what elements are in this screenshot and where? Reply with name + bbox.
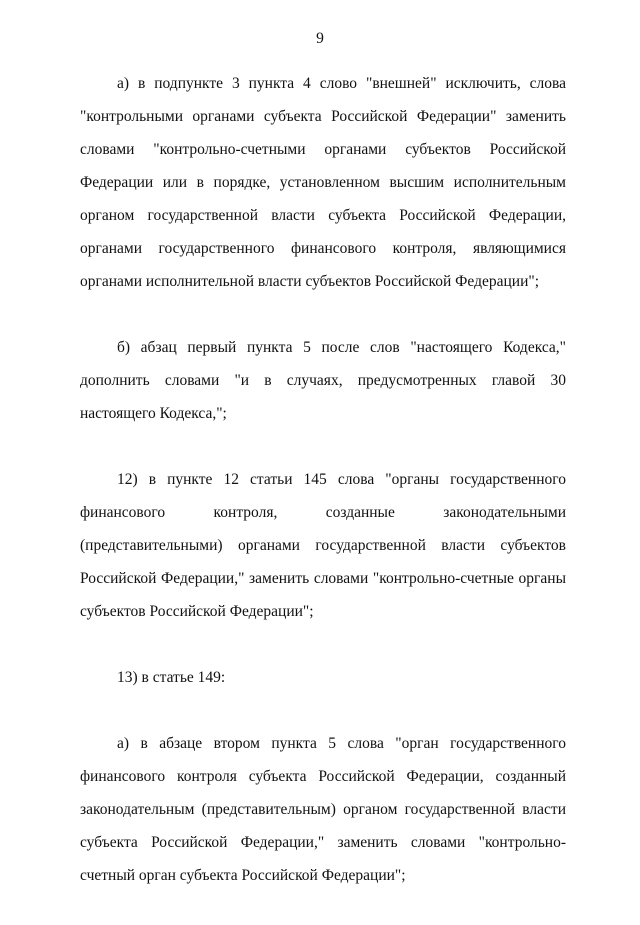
paragraph-a-article-clause-3: а) в подпункте 3 пункта 4 слово "внешней" исключить, слова "контрольными органами субъекта Российской Федерации" заменить словами "контрольно-счетными органами субъектов Российской Федерации или в порядке, установленном высшим исполнительным органом государственной власти субъекта Российской Федерации, органами государственного финансового контроля, являющимися органами исполнительной власти субъектов Российской Федерации"; (80, 75, 566, 290)
paragraph-12-article-145: 12) в пункте 12 статьи 145 слова "органы государственного финансового контроля, созданные законодательными (представительными) органами государственной власти субъектов Российской Федерации," заменить словами "контрольно-счетные органы субъектов Российской Федерации"; (80, 471, 566, 620)
document-body (80, 67, 566, 925)
paragraph-a-article-149-clause-5: а) в абзаце втором пункта 5 слова "орган государственного финансового контроля субъекта Российской Федерации, созданный законодательным (представительным) органом государственной власти субъекта Российской Федерации," заменить словами "контрольно-счетный орган субъекта Российской Федерации"; (80, 735, 566, 884)
page-number: 9 (316, 30, 324, 47)
paragraph-13-article-149: 13) в статье 149: (117, 669, 226, 686)
paragraph-b-article-clause-5: б) абзац первый пункта 5 после слов "настоящего Кодекса," дополнить словами "и в случаях, предусмотренных главой 30 настоящего Кодекса,"; (80, 339, 566, 422)
